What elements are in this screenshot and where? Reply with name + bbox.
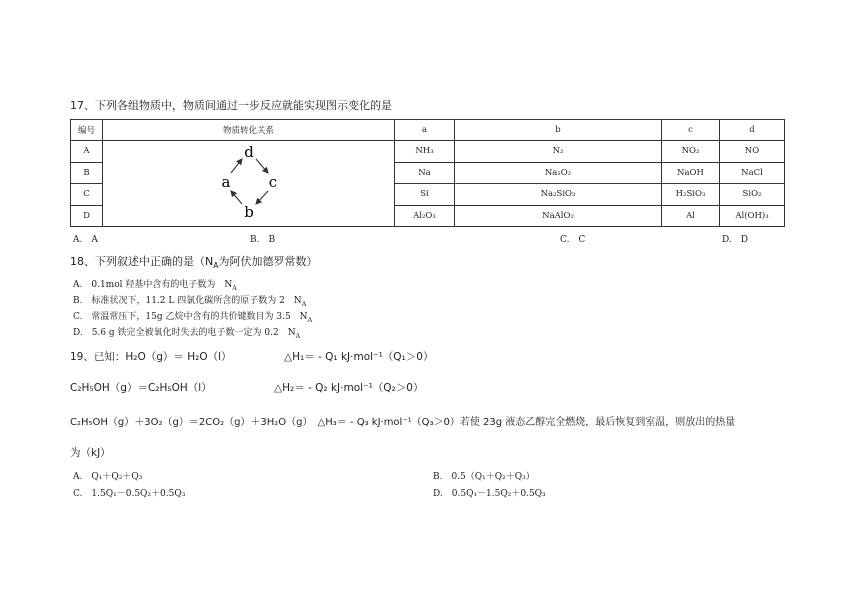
cell-b: Na₂O₂: [455, 162, 662, 184]
row-id: D: [71, 205, 103, 227]
q18-item-c: [73, 309, 312, 324]
q19-option-a: A. Q₁＋Q₂＋Q₃: [73, 472, 143, 482]
q17-option-d: D. D: [722, 235, 748, 245]
cell-c: NaOH: [662, 162, 720, 184]
cell-b: NaAlO₂: [455, 205, 662, 227]
q18-title-end: 为阿伏加德罗常数）: [218, 255, 318, 268]
header-a: a: [395, 120, 455, 141]
cell-d: NaCl: [720, 162, 785, 184]
q18-item-b-text: B. 标准状况下，11.2 L 四氯化碳所含的原子数为 2 N: [73, 296, 302, 306]
node-a: a: [221, 173, 230, 191]
transformation-diagram: [189, 141, 309, 223]
q19-line-1: 19、已知：H₂O（g）＝ H₂O（l）: [70, 351, 232, 363]
q19-option-b: B. 0.5（Q₁＋Q₂＋Q₃）: [433, 472, 535, 482]
q17-option-b: B. B: [250, 235, 276, 245]
q18-item-b-sub: A: [301, 300, 307, 308]
q18-title-sub: A: [213, 261, 219, 271]
q18-item-d: [73, 325, 300, 340]
q18-item-c-text: C. 常温常压下，15g 乙烷中含有的共价键数目为 3.5 N: [73, 312, 308, 322]
q18-item-c-sub: A: [307, 316, 313, 324]
cell-d: SiO₂: [720, 184, 785, 206]
q19-option-c: C. 1.5Q₁－0.5Q₂＋0.5Q₃: [73, 489, 186, 499]
cell-a: Al₂O₃: [395, 205, 455, 227]
q18-title-text: 18、下列叙述中正确的是（N: [70, 255, 214, 268]
q19-line-1-enthalpy: △H₁＝ - Q₁ kJ·mol⁻¹（Q₁＞0）: [284, 351, 434, 363]
cell-a: NH₃: [395, 141, 455, 163]
cell-c: H₂SiO₃: [662, 184, 720, 206]
cell-a: Si: [395, 184, 455, 206]
table-header-row: [71, 120, 785, 141]
node-b: b: [243, 203, 254, 221]
q17-option-c: C. C: [560, 235, 586, 245]
conversion-table: [70, 119, 785, 227]
cell-a: Na: [395, 162, 455, 184]
node-c: c: [268, 173, 277, 191]
q18-item-a-text: A. 0.1mol 羟基中含有的电子数为 N: [73, 280, 233, 290]
question-17-title: 17、下列各组物质中，物质间通过一步反应就能实现图示变化的是: [70, 99, 392, 112]
question-18-title: [70, 253, 318, 270]
row-id: A: [71, 141, 103, 163]
transformation-diagram-cell: [103, 141, 395, 227]
q19-line-4: 为（kJ）: [70, 447, 111, 459]
cell-c: NO₂: [662, 141, 720, 163]
header-d: d: [720, 120, 785, 141]
q19-option-d: D. 0.5Q₁－1.5Q₂＋0.5Q₃: [433, 489, 546, 499]
q19-line-2: C₂H₅OH（g）＝C₂H₅OH（l）: [70, 382, 212, 394]
arrow-a-to-d: [231, 159, 242, 173]
arrow-d-to-c: [256, 159, 268, 173]
row-id: B: [71, 162, 103, 184]
cell-b: Na₂SiO₃: [455, 184, 662, 206]
q17-option-a: A. A: [73, 235, 98, 245]
header-id: 编号: [71, 120, 103, 141]
row-id: C: [71, 184, 103, 206]
q19-line-3: C₂H₅OH（g）＋3O₂（g）＝2CO₂（g）＋3H₂O（g） △H₃＝ - Q₃ kJ·mol⁻¹（Q₃＞0）若使 23g 液态乙醇完全燃烧，最后恢复到室温，则放出的热量: [70, 417, 736, 428]
q18-item-d-sub: A: [295, 332, 301, 340]
header-c: c: [662, 120, 720, 141]
arrow-b-to-a: [231, 191, 242, 204]
cell-d: NO: [720, 141, 785, 163]
cell-b: N₂: [455, 141, 662, 163]
q18-item-a-sub: A: [232, 284, 237, 292]
q18-item-d-text: D. 5.6 g 铁完全被氧化时失去的电子数一定为 0.2 N: [73, 328, 296, 338]
q19-line-2-enthalpy: △H₂＝ - Q₂ kJ·mol⁻¹（Q₂＞0）: [274, 382, 424, 394]
table-row: [71, 141, 785, 163]
header-relation: 物质转化关系: [103, 120, 395, 141]
header-b: b: [455, 120, 662, 141]
q18-item-a: [73, 277, 237, 292]
node-d: d: [243, 143, 254, 161]
q18-item-b: [73, 293, 306, 308]
cell-d: Al(OH)₃: [720, 205, 785, 227]
arrow-c-to-b: [256, 191, 268, 204]
cell-c: Al: [662, 205, 720, 227]
